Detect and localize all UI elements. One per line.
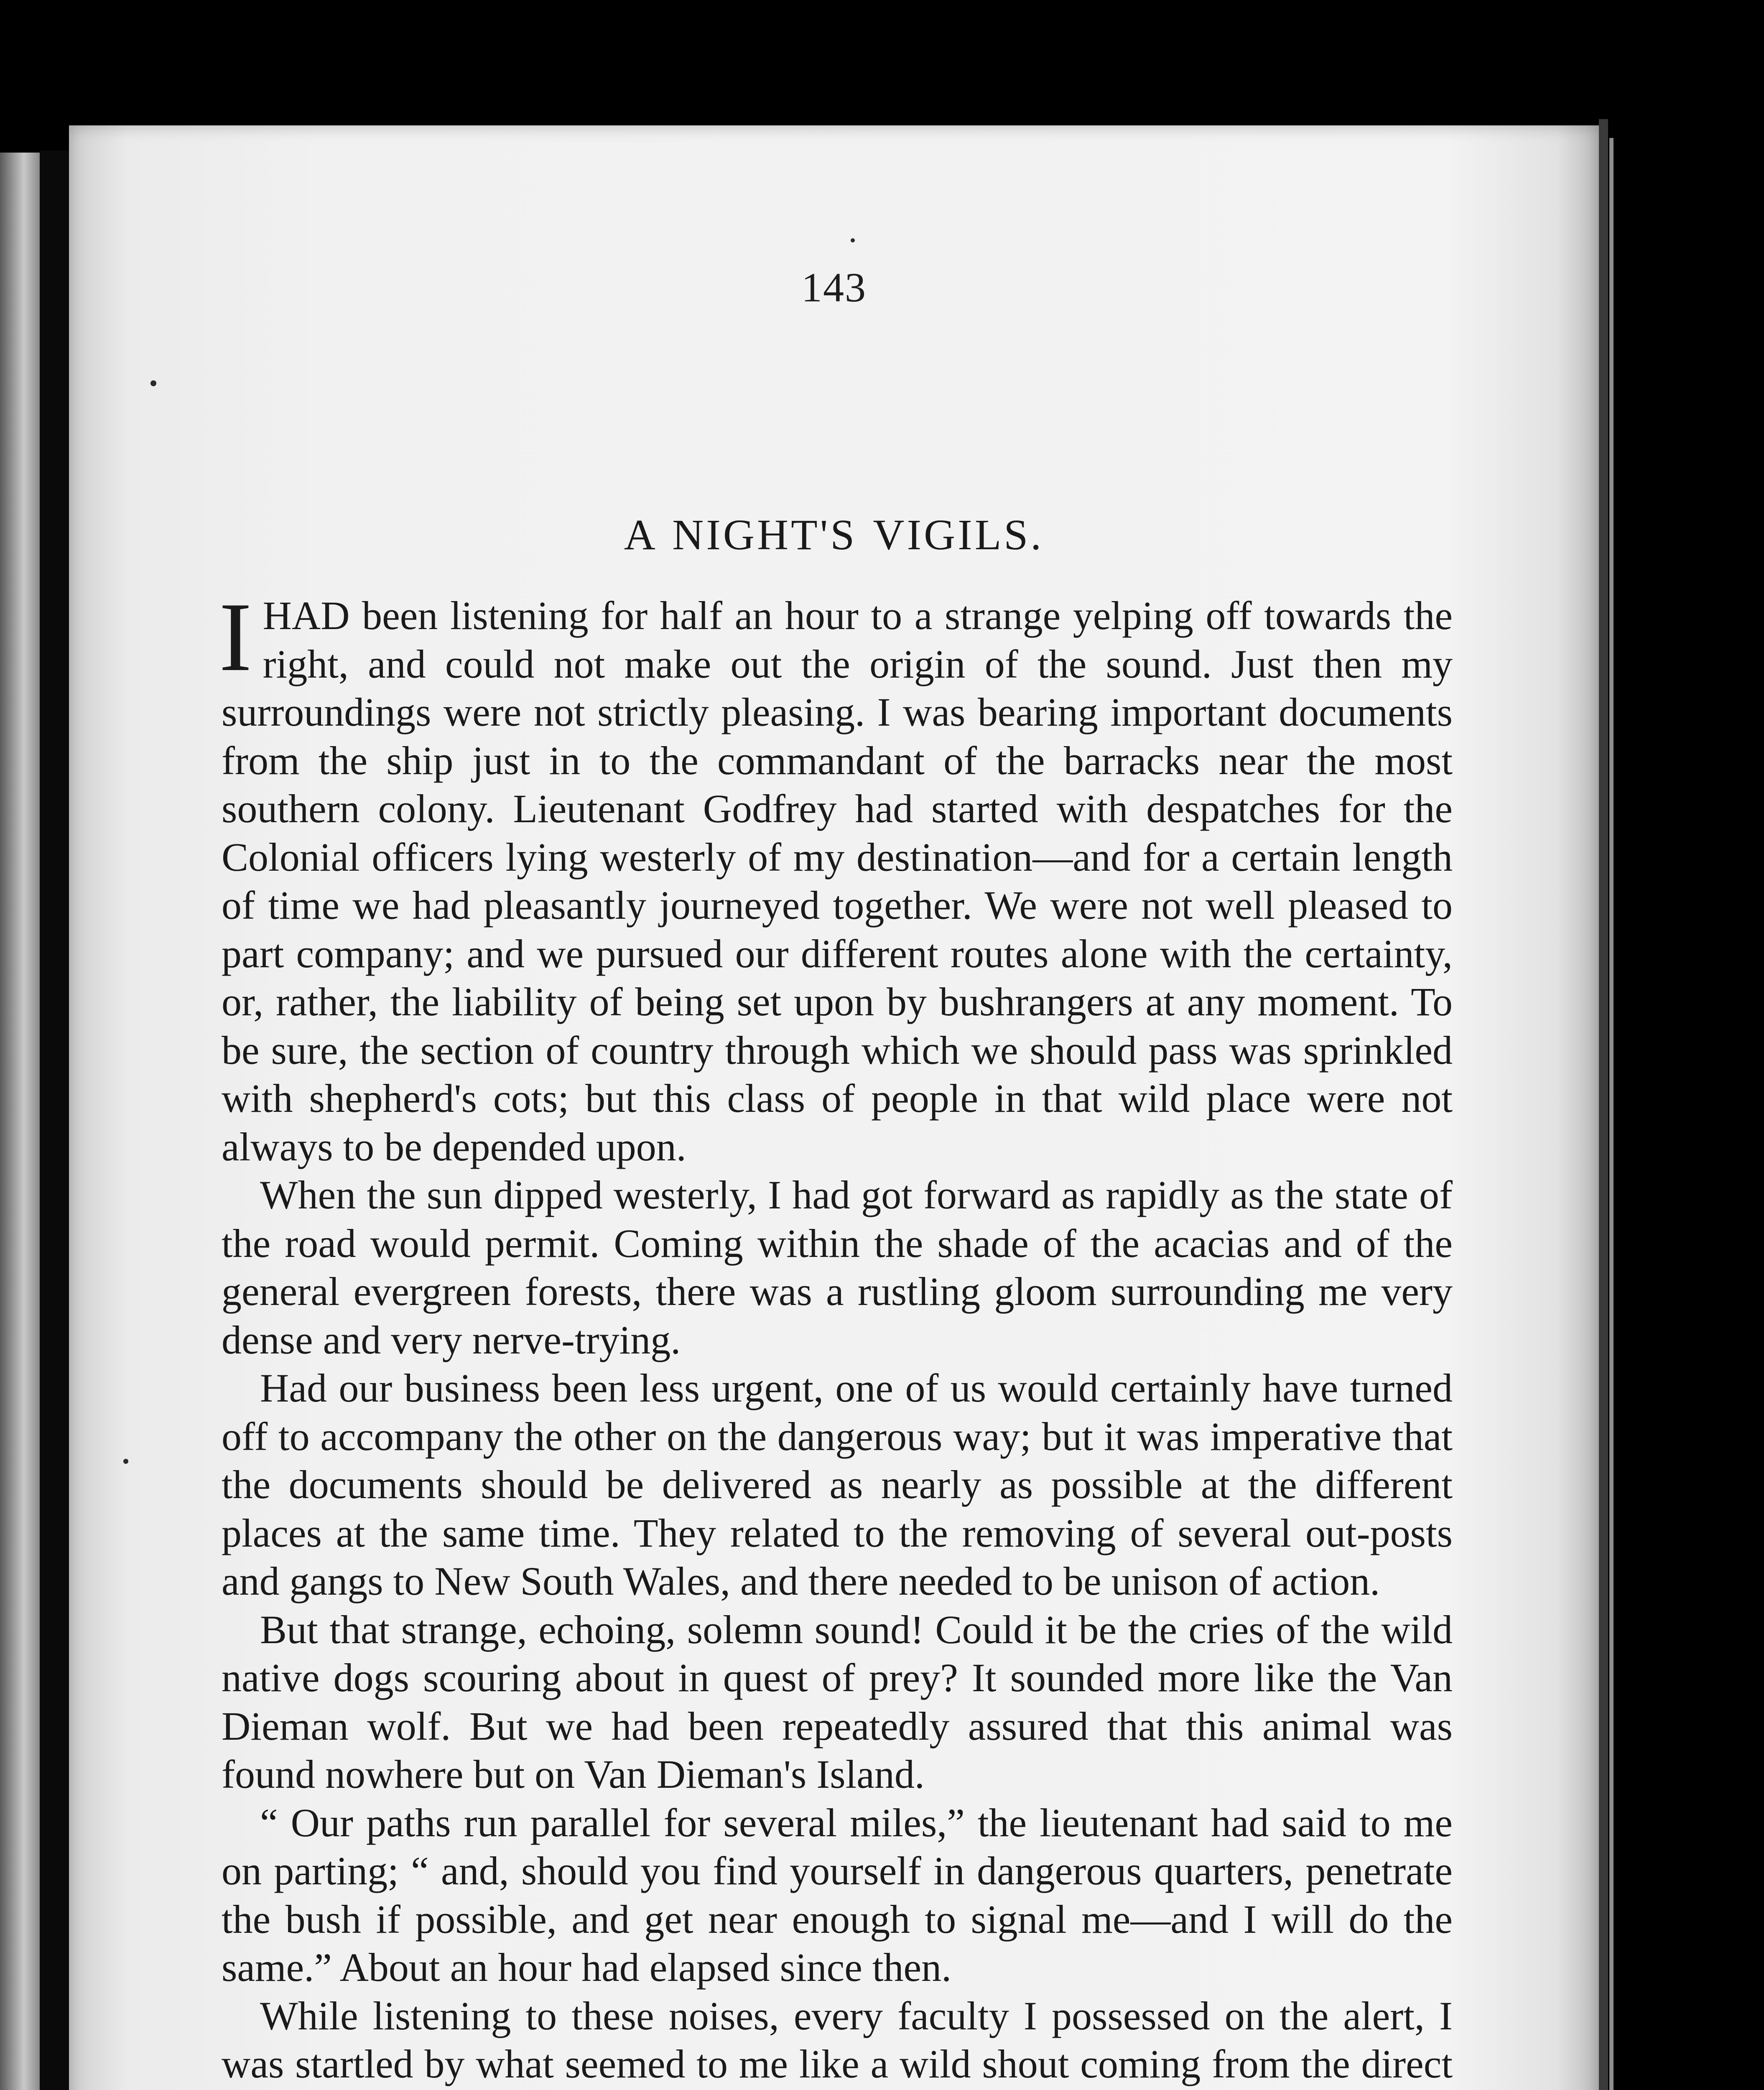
paragraph-1 bbox=[219, 583, 1453, 1171]
paper-speck bbox=[123, 1459, 128, 1464]
paragraph-6: While listening to these noises, every faculty I possessed on the alert, I was startled by what seemed to me like a wild shout coming from the direct bbox=[222, 1993, 1453, 2086]
paper-speck bbox=[150, 380, 156, 386]
drop-cap: I bbox=[219, 583, 252, 692]
page-edge-shadow bbox=[1599, 119, 1608, 2090]
page-number: 143 bbox=[801, 264, 867, 311]
story-text bbox=[219, 583, 1453, 2090]
paragraph-2: When the sun dipped westerly, I had got forward as rapidly as the state of the road would permit. Coming within the shade of the acacias and of the general evergreen forests, there was a rustling gloom surrounding me very dense and very nerve-trying. bbox=[222, 1172, 1453, 1362]
previous-page-edge bbox=[0, 153, 40, 2090]
paragraph-3: Had our business been less urgent, one of us would certainly have turned off to accompany the other on the dangerous way; but it was imperative that the documents should be delivered as nearly as possible at the different places at the same time. They related to the removing of several out-posts and gangs to New South Wales, and there needed to be unison of action. bbox=[222, 1366, 1453, 1603]
book-page bbox=[69, 125, 1599, 2090]
paragraph-5: “ Our paths run parallel for several miles,” the lieutenant had said to me on parting; “ and, should you find yourself in dangerous quarters, penetrate the bush if possible, and get near enough to signal me—and I will do the same.” About an hour had elapsed since then. bbox=[222, 1800, 1453, 1990]
paragraph-4: But that strange, echoing, solemn sound! Could it be the cries of the wild native dogs scouring about in quest of prey? It sounded more like the Van Dieman wolf. But we had been repeatedly assured that this animal was found nowhere but on Van Dieman's Island. bbox=[222, 1607, 1453, 1797]
paragraph-1-text: HAD been listening for half an hour to a strange yelping off towards the right, and could not make out the origin of the sound. Just then my surroundings were not strictly pleasing. I was bearing important documents from the ship just in to the commandant of the barracks near the most southern colony. Lieutenant Godfrey had started with despatches for the Colonial officers lying westerly of my destination—and for a certain length of time we had pleasantly journeyed together. We were not well pleased to part company; and we pursued our different routes alone with the certainty, or, rather, the liability of being set upon by bushrangers at any moment. To be sure, the section of country through which we should pass was sprinkled with shepherd's cots; but this class of people in that wild place were not always to be depended upon. bbox=[222, 593, 1453, 1169]
page-edge-highlight bbox=[1609, 138, 1614, 2090]
paper-speck bbox=[851, 238, 855, 242]
gutter-shadow bbox=[40, 150, 69, 2090]
chapter-title: A NIGHT'S VIGILS. bbox=[624, 511, 1044, 559]
